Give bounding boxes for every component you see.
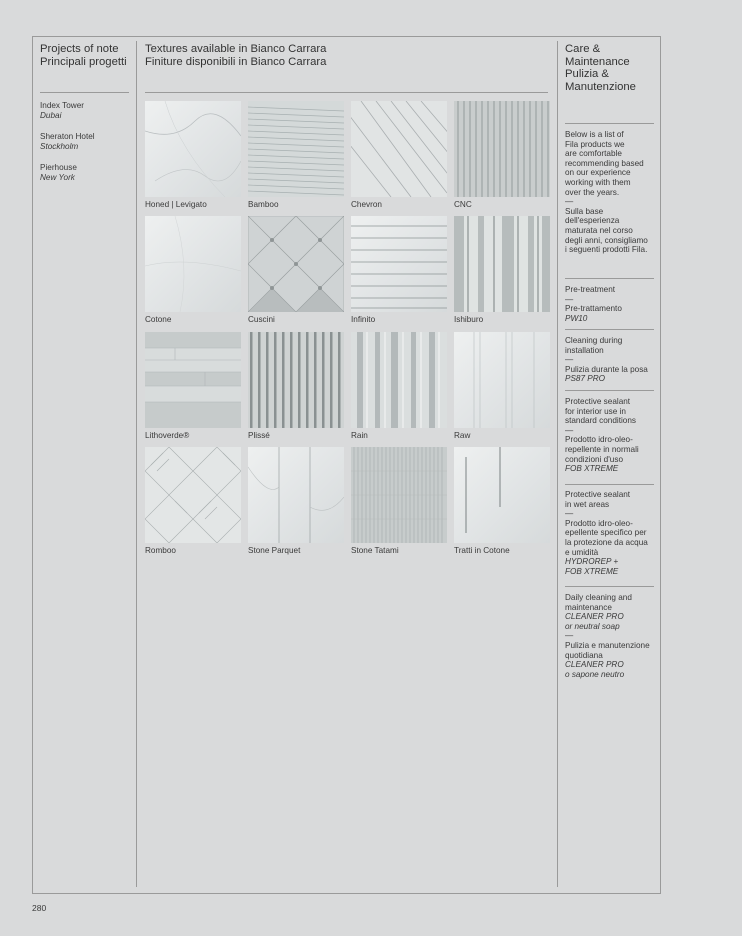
texture-cuscini-image <box>248 216 344 312</box>
care-section-wet-sealant: Protective sealant in wet areas — Prodotto idro-oleo- epellente specifico per la protezione da acqua e umidità HYDROREP + FOB XTREME <box>565 490 648 576</box>
texture-label-plisse: Plissé <box>248 431 270 440</box>
texture-ishiburo-image <box>454 216 550 312</box>
texture-label-infinito: Infinito <box>351 315 376 324</box>
texture-honed-image <box>145 101 241 197</box>
texture-lithoverde-image <box>145 332 241 428</box>
care-rule-5 <box>565 586 654 587</box>
care-rule-1 <box>565 278 654 279</box>
column-divider-right <box>557 41 558 887</box>
texture-cnc-image <box>454 101 550 197</box>
project-item: Pierhouse New York <box>40 163 77 182</box>
care-section-cleaning-installation: Cleaning during installation — Pulizia durante la posa PS87 PRO <box>565 336 648 384</box>
texture-raw-image <box>454 332 550 428</box>
texture-label-cotone: Cotone <box>145 315 172 324</box>
texture-label-stone-parquet: Stone Parquet <box>248 546 301 555</box>
texture-rain-image <box>351 332 447 428</box>
texture-label-rain: Rain <box>351 431 368 440</box>
projects-title-it: Principali progetti <box>40 55 127 68</box>
textures-title-en: Textures available in Bianco Carrara <box>145 43 327 55</box>
texture-label-chevron: Chevron <box>351 200 382 209</box>
texture-label-ishiburo: Ishiburo <box>454 315 484 324</box>
texture-label-cuscini: Cuscini <box>248 315 275 324</box>
projects-title <box>40 43 127 68</box>
texture-chevron-image <box>351 101 447 197</box>
care-title: Care & Maintenance Pulizia & Manutenzione <box>565 43 636 93</box>
texture-bamboo-image <box>248 101 344 197</box>
care-section-daily-cleaning: Daily cleaning and maintenance CLEANER PRO or neutral soap — Pulizia e manutenzione quotidiana CLEANER PRO o sapone neutro <box>565 593 650 679</box>
texture-plisse-image <box>248 332 344 428</box>
projects-rule <box>40 92 129 93</box>
texture-stone-tatami-image <box>351 447 447 543</box>
care-rule-2 <box>565 329 654 330</box>
texture-label-raw: Raw <box>454 431 471 440</box>
care-rule-4 <box>565 484 654 485</box>
care-intro: Below is a list of Fila products we are comfortable recommending based on our experience working with them over the years. — Sulla base dell'esperienza maturata nel corso degli anni, consigliamo i seguenti prodotti Fila. <box>565 130 648 255</box>
texture-tratti-in-cotone-image <box>454 447 550 543</box>
texture-label-tratti-in-cotone: Tratti in Cotone <box>454 546 510 555</box>
textures-rule <box>145 92 548 93</box>
texture-label-bamboo: Bamboo <box>248 200 279 209</box>
texture-label-cnc: CNC <box>454 200 472 209</box>
page-number: 280 <box>32 903 47 913</box>
project-item: Index Tower Dubai <box>40 101 84 120</box>
texture-label-stone-tatami: Stone Tatami <box>351 546 399 555</box>
care-rule-3 <box>565 390 654 391</box>
texture-romboo-image <box>145 447 241 543</box>
texture-cotone-image <box>145 216 241 312</box>
care-section-pretreatment: Pre-treatment — Pre-trattamento PW10 <box>565 285 622 323</box>
project-item: Sheraton Hotel Stockholm <box>40 132 95 151</box>
care-section-interior-sealant: Protective sealant for interior use in standard conditions — Prodotto idro-oleo- repellente in normali condizioni d'uso FOB XTREME <box>565 397 639 474</box>
projects-title-en: Projects of note <box>40 43 119 55</box>
texture-label-honed: Honed | Levigato <box>145 200 207 209</box>
texture-label-lithoverde: Lithoverde® <box>145 431 190 440</box>
column-divider-left <box>136 41 137 887</box>
textures-title <box>145 43 326 68</box>
care-rule-0 <box>565 123 654 124</box>
texture-stone-parquet-image <box>248 447 344 543</box>
texture-label-romboo: Romboo <box>145 546 176 555</box>
texture-infinito-image <box>351 216 447 312</box>
textures-title-it: Finiture disponibili in Bianco Carrara <box>145 55 327 68</box>
